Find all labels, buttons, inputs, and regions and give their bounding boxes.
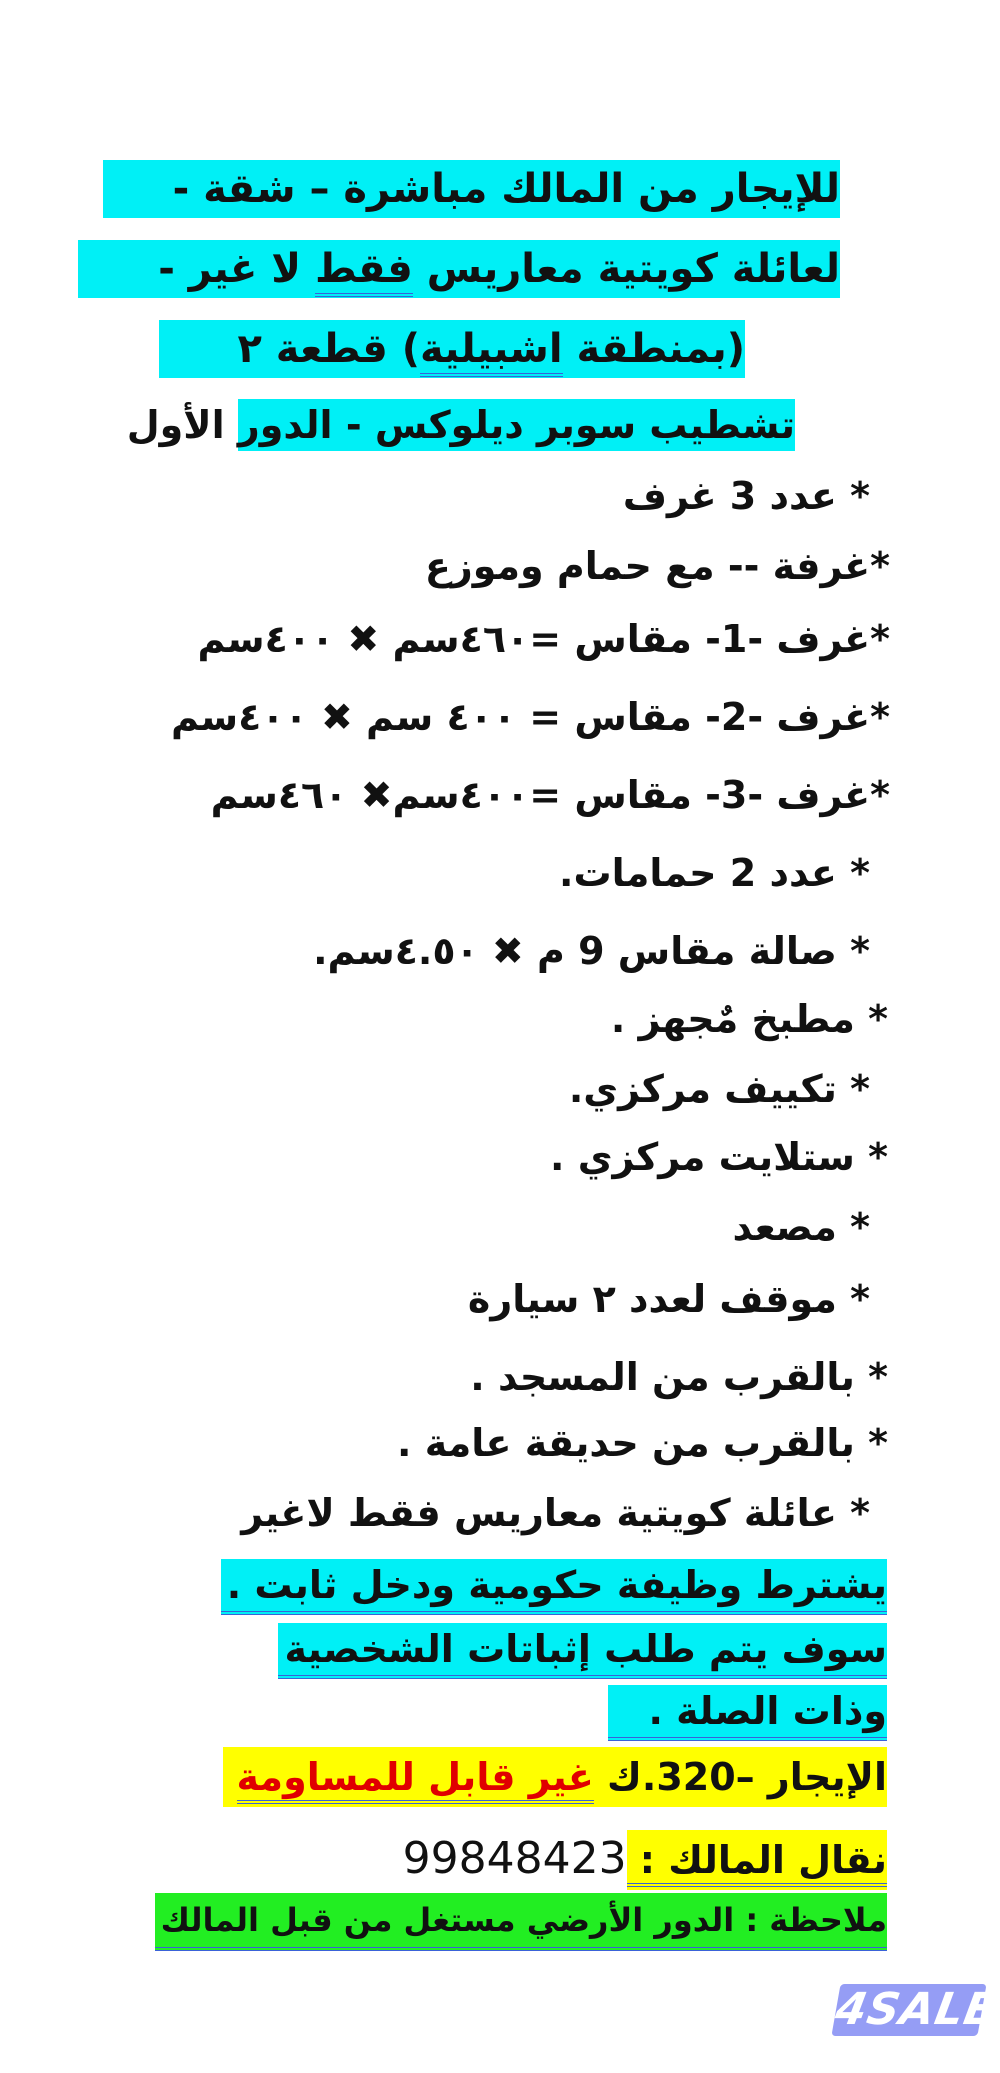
title-line-3-end: ) قطعة ٢	[237, 326, 420, 372]
feature-central-ac: * تكييف مركزي.	[568, 1067, 870, 1111]
title-line-1: للإيجار من المالك مباشرة – شقة -	[103, 166, 840, 212]
title-area-name: اشبيلية	[420, 326, 563, 377]
feature-near-mosque: * بالقرب من المسجد .	[470, 1355, 888, 1399]
feature-near-park: * بالقرب من حديقة عامة .	[397, 1421, 888, 1465]
title-line-2-end: لا غير -	[158, 246, 315, 292]
feature-master-room: *غرفة -- مع حمام وموزع	[424, 544, 890, 588]
feature-elevator: * مصعد	[732, 1205, 870, 1249]
feature-bathrooms: * عدد 2 حمامات.	[559, 851, 870, 895]
feature-hall-size: * صالة مقاس 9 م ✖ ٤.٥٠سم.	[313, 929, 870, 973]
4sale-logo: 4SALE	[831, 1984, 1000, 2035]
phone-line	[403, 1834, 887, 1885]
feature-room-2-size: *غرف -2- مقاس = ٤٠٠ سم ✖ ٤٠٠سم	[170, 695, 890, 739]
condition-government-job: يشترط وظيفة حكومية ودخل ثابت .	[221, 1564, 887, 1608]
ground-floor-note: ملاحظة : الدور الأرضي مستغل من قبل المالك	[155, 1902, 887, 1939]
rent-line	[223, 1756, 887, 1800]
finish-highlight: تشطيب سوبر ديلوكس - الدور	[238, 399, 795, 451]
finish-floor: الأول	[126, 403, 238, 447]
title-line-2-start: لعائلة كويتية معاريس	[412, 246, 840, 292]
condition-id-proof: سوف يتم طلب إثباتات الشخصية	[278, 1628, 887, 1672]
title-line-3	[159, 326, 745, 372]
condition-related-docs: وذات الصلة .	[608, 1690, 887, 1734]
rent-non-negotiable: غير قابل للمساومة	[237, 1755, 594, 1804]
feature-parking: * موقف لعدد ٢ سيارة	[467, 1277, 870, 1321]
phone-number: 99848423	[402, 1833, 627, 1884]
feature-rooms-count: * عدد 3 غرف	[622, 474, 870, 518]
finish-line	[127, 404, 795, 448]
rent-price: الإيجار –320.ك	[593, 1755, 887, 1799]
feature-room-3-size: *غرف -3- مقاس =٤٠٠سم✖ ٤٦٠سم	[210, 773, 890, 817]
phone-label: نقال المالك :	[627, 1830, 887, 1890]
feature-kitchen: * مطبخ مٌجهز .	[610, 997, 888, 1041]
feature-satellite: * ستلايت مركزي .	[550, 1135, 888, 1179]
title-line-3-start: (بمنطقة	[562, 326, 745, 372]
title-line-2	[78, 246, 840, 292]
feature-room-1-size: *غرف -1- مقاس =٤٦٠سم ✖ ٤٠٠سم	[197, 617, 890, 661]
title-only-word: فقط	[315, 246, 413, 297]
feature-family-only: * عائلة كويتية معاريس فقط لاغير	[241, 1491, 870, 1535]
